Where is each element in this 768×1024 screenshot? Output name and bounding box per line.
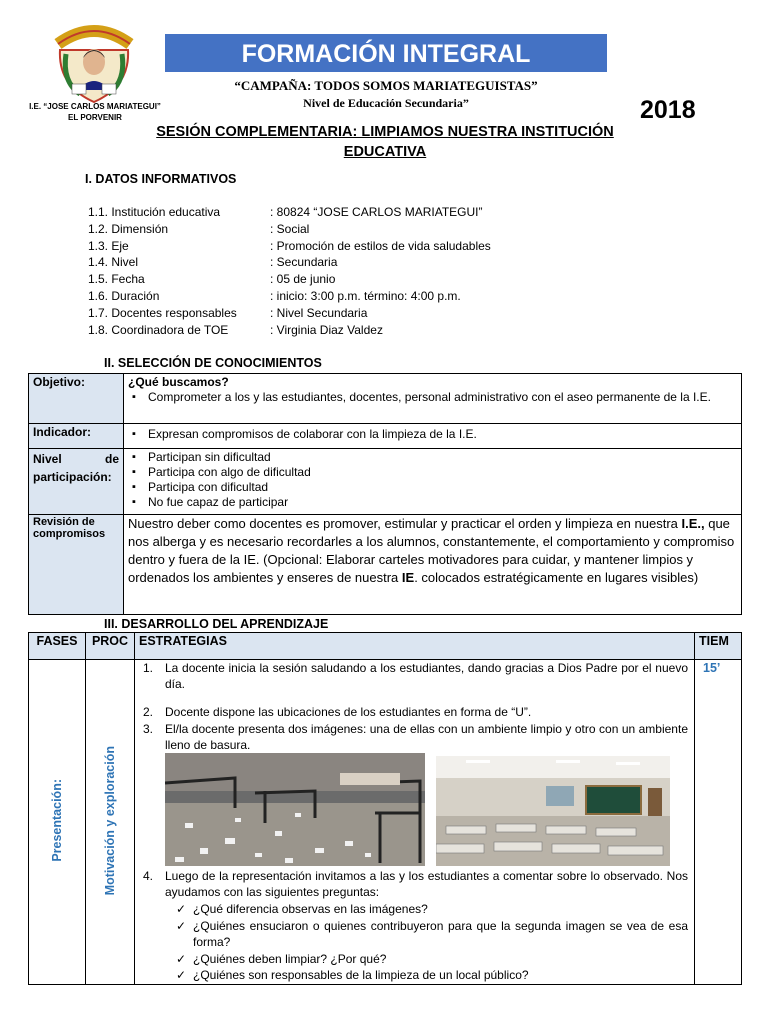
info-value: : Virginia Diaz Valdez — [270, 322, 383, 337]
year: 2018 — [640, 96, 696, 124]
question-1-text: ¿Qué diferencia observas en las imágenes? — [193, 902, 428, 916]
nivel-label-line2: participación: — [33, 470, 112, 484]
proc-cell — [86, 660, 135, 985]
check-icon: ✓ — [176, 919, 187, 933]
check-icon: ✓ — [176, 968, 187, 982]
objetivo-label: Objetivo: — [29, 374, 124, 424]
step-3-text: El/la docente presenta dos imágenes: una de ellas con un ambiente limpio y otro con un ambiente lleno de basura. — [165, 722, 688, 752]
step-1 — [143, 660, 688, 692]
section-2-title: II. SELECCIÓN DE CONOCIMIENTOS — [104, 356, 322, 370]
info-label: 1.7. Docentes responsables — [88, 305, 237, 320]
knowledge-table — [28, 373, 742, 615]
nivel-cell — [124, 449, 742, 515]
revision-label: Revisión de compromisos — [29, 515, 124, 615]
info-row — [88, 271, 335, 288]
header-estrategias: ESTRATEGIAS — [135, 633, 695, 660]
nivel-item: ▪ Participa con algo de dificultad — [148, 465, 737, 480]
nivel-item: ▪ Participan sin dificultad — [148, 450, 737, 465]
nivel-item: ▪ Participa con dificultad — [148, 480, 737, 495]
time-cell: 15’ — [695, 660, 742, 985]
clean-classroom-image — [436, 756, 670, 866]
question-2 — [176, 918, 688, 950]
nivel-item: ▪ No fue capaz de participar — [148, 495, 737, 510]
info-row — [88, 254, 337, 271]
nivel-label-word2: de — [104, 452, 119, 466]
info-label: 1.5. Fecha — [88, 272, 145, 287]
info-row — [88, 288, 461, 305]
indicador-item: ▪ Expresan compromisos de colaborar con la limpieza de la I.E. — [148, 427, 737, 442]
check-icon: ✓ — [176, 952, 187, 966]
step-2-text: Docente dispone las ubicaciones de los estudiantes en forma de “U”. — [165, 705, 532, 719]
header-fases: FASES — [29, 633, 86, 660]
proc-label: Motivación y exploración — [103, 745, 117, 896]
check-icon: ✓ — [176, 902, 187, 916]
info-label: 1.8. Coordinadora de TOE — [88, 322, 229, 337]
step-3 — [143, 721, 688, 753]
header-tiem: TIEM — [695, 633, 742, 660]
nivel-label — [29, 449, 124, 515]
info-value: : Promoción de estilos de vida saludables — [270, 238, 491, 253]
step-2-number: 2. — [143, 705, 154, 719]
info-row — [88, 322, 383, 339]
nivel-list — [128, 450, 737, 510]
objetivo-heading: ¿Qué buscamos? — [128, 375, 229, 389]
info-row — [88, 305, 367, 322]
step-4-number: 4. — [143, 869, 154, 883]
info-row — [88, 238, 491, 255]
info-label: 1.6. Duración — [88, 289, 160, 303]
revision-text-c: . colocados estratégicamente en lugares visibles) — [414, 570, 699, 585]
school-name-line1: I.E. “JOSE CARLOS MARIATEGUI” — [29, 102, 161, 111]
question-1 — [176, 901, 688, 917]
revision-bold-1: I.E., — [681, 516, 705, 531]
objetivo-item: ▪ Comprometer a los y las estudiantes, docentes, personal administrativo con el aseo permanente de la I.E. — [148, 390, 737, 405]
revision-bold-2: IE — [401, 570, 415, 585]
info-value: : inicio: 3:00 p.m. término: 4:00 p.m. — [270, 289, 461, 303]
step-3-number: 3. — [143, 722, 154, 736]
step-1-number: 1. — [143, 661, 154, 675]
step-4-text: Luego de la representación invitamos a las y los estudiantes a comentar sobre lo observado. Nos ayudamos con las siguientes preguntas: — [165, 869, 688, 899]
fase-label: Presentación: — [50, 779, 64, 862]
indicador-label: Indicador: — [29, 424, 124, 449]
session-title-line1: SESIÓN COMPLEMENTARIA: LIMPIAMOS NUESTRA INSTITUCIÓN — [156, 124, 614, 140]
campaign-title: “CAMPAÑA: TODOS SOMOS MARIATEGUISTAS” — [234, 78, 538, 93]
question-4 — [176, 967, 688, 983]
session-title — [140, 122, 630, 162]
revision-cell — [124, 515, 742, 615]
revision-text-a: Nuestro deber como docentes es promover, estimular y practicar el orden y limpieza en nuestra — [128, 516, 682, 531]
banner-title: FORMACIÓN INTEGRAL — [165, 34, 607, 72]
education-level: Nivel de Educación Secundaria” — [303, 96, 469, 110]
header-proc: PROC — [86, 633, 135, 660]
fase-cell — [29, 660, 86, 985]
info-label: 1.3. Eje — [88, 238, 129, 253]
dirty-classroom-image — [165, 753, 425, 866]
info-row — [88, 221, 309, 238]
indicador-cell — [124, 424, 742, 449]
info-value: : Nivel Secundaria — [270, 305, 368, 320]
section-1-title: I. DATOS INFORMATIVOS — [85, 172, 237, 186]
question-2-text: ¿Quiénes ensuciaron o quienes contribuyeron para que la segunda imagen se vea de esa forma? — [193, 919, 688, 949]
step-1-text: La docente inicia la sesión saludando a los estudiantes, dando gracias a Dios Padre por el nuevo día. — [165, 661, 688, 691]
school-name — [10, 101, 180, 123]
info-value: : 80824 “JOSE CARLOS MARIATEGUI” — [270, 205, 483, 219]
step-4 — [143, 868, 688, 900]
school-name-line2: EL PORVENIR — [68, 113, 122, 122]
section-3-title: III. DESARROLLO DEL APRENDIZAJE — [104, 617, 329, 631]
info-label: 1.2. Dimensión — [88, 221, 169, 236]
info-label: 1.1. Institución educativa — [88, 205, 221, 219]
question-3-text: ¿Quiénes deben limpiar? ¿Por qué? — [193, 952, 387, 966]
info-value: : Secundaria — [270, 255, 338, 270]
info-value: : Social — [270, 221, 310, 236]
school-logo — [50, 24, 138, 106]
revision-text-b: que nos alberga y es necesario recordarles a los alumnos, constantemente, el comportamiento y compromiso dentro y fuera de la IE. (Opcional: Elaborar carteles motivadores para cuidar, y mantener limpios y ordenados los ambientes y enseres de nuestra — [128, 516, 735, 585]
nivel-label-word1: Nivel — [33, 452, 62, 466]
step-2 — [143, 704, 688, 720]
question-4-text: ¿Quiénes son responsables de la limpieza de un local público? — [193, 968, 529, 982]
info-row — [88, 204, 483, 221]
question-3 — [176, 951, 688, 967]
info-label: 1.4. Nivel — [88, 255, 139, 270]
session-title-line2: EDUCATIVA — [343, 144, 427, 160]
info-value: : 05 de junio — [270, 272, 336, 287]
objetivo-cell — [124, 374, 742, 424]
